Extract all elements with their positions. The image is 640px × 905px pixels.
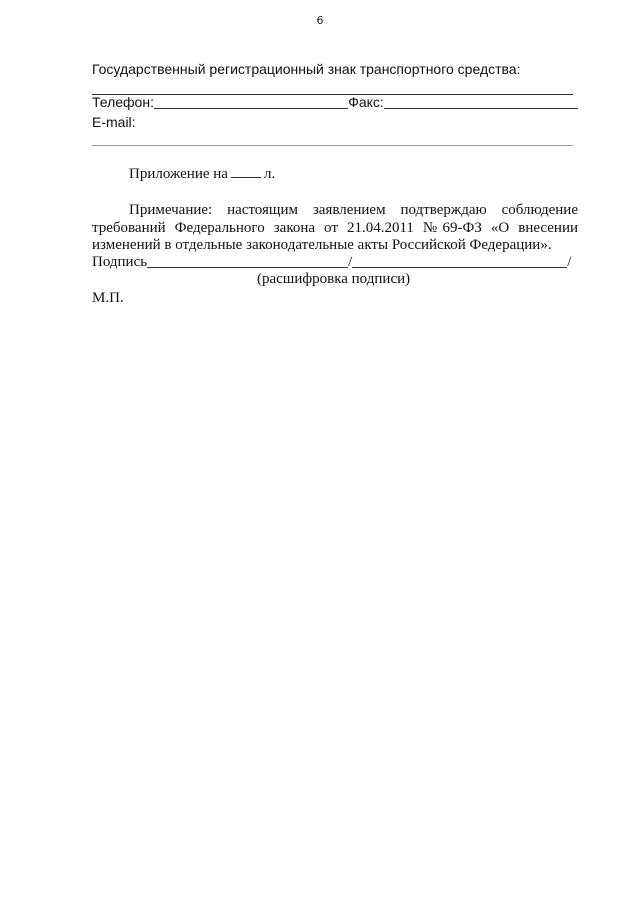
- attachment-prefix: Приложение на: [129, 166, 228, 182]
- phone-field[interactable]: [154, 94, 348, 109]
- sheets-count-field[interactable]: [231, 165, 261, 178]
- signature-decoding-field[interactable]: [352, 253, 567, 268]
- note-paragraph: Примечание: настоящим заявлением подтверждаю соблюдение требований Федерального закона от 21.04.2011 №69-ФЗ «О внесении изменений в отдельные законодательные акты Российской Федерации».: [92, 202, 578, 253]
- signature-row: [92, 253, 578, 271]
- email-label: E-mail:: [92, 114, 136, 130]
- fax-label: Факс:: [348, 94, 384, 110]
- signature-end-separator: /: [567, 254, 572, 270]
- stamp-label: М.П.: [92, 290, 124, 306]
- signature-field[interactable]: [147, 253, 348, 268]
- signature-separator: /: [348, 254, 353, 270]
- attachment-line: [129, 165, 275, 183]
- signature-label: Подпись: [92, 254, 148, 270]
- email-line[interactable]: [92, 145, 573, 146]
- phone-label: Телефон:: [92, 94, 154, 110]
- signature-decoding-caption: (расшифровка подписи): [257, 271, 411, 287]
- attachment-suffix: л.: [263, 166, 276, 182]
- phone-fax-row: [92, 94, 578, 111]
- page-number: 6: [316, 14, 324, 27]
- fax-field[interactable]: [384, 94, 578, 109]
- plate-number-label: Государственный регистрационный знак транспортного средства:: [92, 61, 521, 77]
